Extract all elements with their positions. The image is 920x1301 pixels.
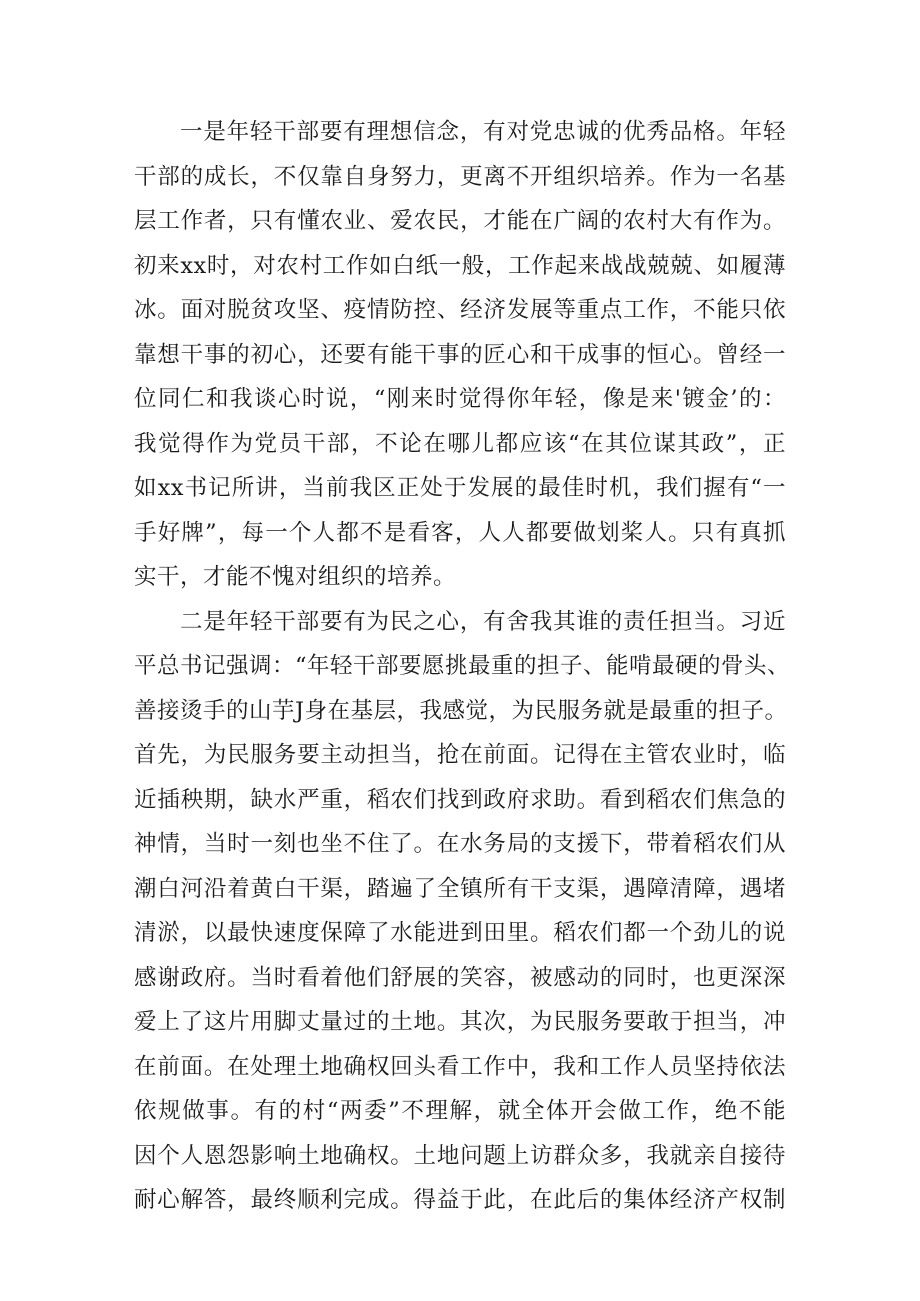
text-line: 实干，才能不愧对组织的培养。 [134, 564, 457, 590]
text-line: 感谢政府。当时看着他们舒展的笑容，被感动的同时，也更深深 [134, 964, 786, 991]
text-line: 善接烫手的山芋J身在基层，我感觉，为民服务就是最重的担子。 [134, 697, 788, 724]
text-line: 冰。面对脱贫攻坚、疫情防控、经济发展等重点工作，不能只依 [134, 297, 786, 323]
text-line: 因个人恩怨影响土地确权。土地问题上访群众多，我就亲自接待 [134, 1142, 786, 1169]
text-line: 清淤，以最快速度保障了水能进到田里。稻农们都一个劲儿的说 [134, 920, 786, 946]
text-line: 层工作者，只有懂农业、爱农民，才能在广阔的农村大有作为。 [134, 208, 786, 234]
paragraph-1 [134, 110, 786, 600]
text-line: 如xx书记所讲，当前我区正处于发展的最佳时机，我们握有“一 [134, 475, 786, 501]
text-line: 神情，当时一刻也坐不住了。在水务局的支援下，带着稻农们从 [134, 831, 786, 857]
text-line: 爱上了这片用脚丈量过的土地。其次，为民服务要敢于担当，冲 [134, 1009, 786, 1035]
text-line: 一是年轻干部要有理想信念，有对党忠诚的优秀品格。年轻 [180, 119, 786, 145]
text-line: 耐心解答，最终顺利完成。得益于此，在此后的集体经济产权制 [134, 1187, 786, 1213]
text-line: 手好牌”，每一个人都不是看客，人人都要做划桨人。只有真抓 [134, 519, 786, 546]
text-line: 潮白河沿着黄白干渠，踏遍了全镇所有干支渠，遇障清障，遇堵 [134, 875, 786, 902]
text-line: 近插秧期，缺水严重，稻农们找到政府求助。看到稻农们焦急的 [134, 786, 786, 813]
document-body [134, 110, 791, 1223]
text-line: 干部的成长，不仅靠自身努力，更离不开组织培养。作为一名基 [134, 163, 786, 190]
text-line: 首先，为民服务要主动担当，抢在前面。记得在主管农业时，临 [134, 742, 786, 768]
text-line: 在前面。在处理土地确权回头看工作中，我和工作人员坚持依法 [134, 1053, 786, 1080]
text-line: 靠想干事的初心，还要有能干事的匠心和干成事的恒心。曾经一 [134, 341, 786, 368]
text-line: 位同仁和我谈心时说，“刚来时觉得你年轻，像是来'镀金’的： [134, 386, 786, 412]
paragraph-2 [134, 600, 791, 1223]
text-line: 二是年轻干部要有为民之心，有舍我其谁的责任担当。习近 [180, 608, 786, 635]
text-line: 我觉得作为党员干部，不论在哪儿都应该“在其位谋其政”，正 [134, 430, 786, 457]
text-line: 平总书记强调：“年轻干部要愿挑最重的担子、能啃最硬的骨头、 [134, 653, 791, 679]
text-line: 初来xx时，对农村工作如白纸一般，工作起来战战兢兢、如履薄 [134, 252, 786, 279]
text-line: 依规做事。有的村“两委”不理解，就全体开会做工作，绝不能 [134, 1098, 786, 1124]
